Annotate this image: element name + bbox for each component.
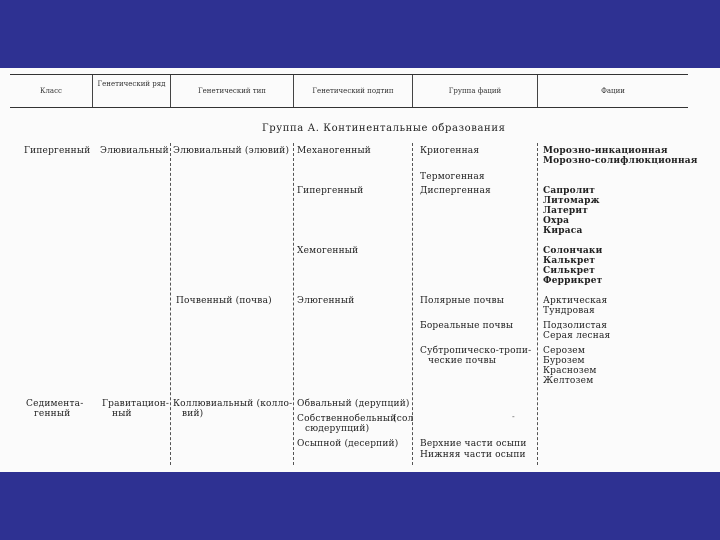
cell-facies-group: ческие почвы — [428, 356, 497, 366]
column-divider — [293, 143, 294, 465]
bottom-band — [0, 472, 720, 540]
cell-facies: Сапролит — [543, 186, 596, 196]
cell-facies-group: Нижняя части осыпи — [420, 450, 526, 460]
cell-facies-group: Термогенная — [420, 172, 485, 182]
cell-subtype: сюдерупций) — [305, 424, 370, 434]
cell-facies: Латерит — [543, 206, 589, 216]
column-divider — [170, 143, 171, 465]
cell-type: Элювиальный (элювий) — [173, 146, 290, 156]
column-header-series: Генетический ряд — [97, 80, 166, 88]
cell-facies: Морозно-инкационная — [543, 146, 668, 156]
cell-facies: Солончаки — [543, 246, 603, 256]
cell-facies: Серая лесная — [543, 331, 611, 341]
cell-class: Гипергенный — [24, 146, 91, 156]
cell-facies-group: Верхние части осыпи — [420, 439, 527, 449]
cell-facies: Охра — [543, 216, 570, 226]
cell-facies: Калькрет — [543, 256, 596, 266]
cell-type: Коллювиальный (колло- — [173, 399, 293, 409]
cell-series: Элювиальный — [100, 146, 169, 156]
cell-class: генный — [34, 409, 71, 419]
cell-facies: Феррикрет — [543, 276, 603, 286]
cell-facies-group: Бореальные почвы — [420, 321, 514, 331]
cell-facies: Тундровая — [543, 306, 595, 316]
cell-facies: Силькрет — [543, 266, 595, 276]
cell-facies: Кираса — [543, 226, 583, 236]
cell-series: Гравитацион- — [102, 399, 170, 409]
header-bottom-rule — [10, 107, 688, 108]
column-header-facies-group: Группа фаций — [448, 87, 502, 95]
dash-mark: - — [512, 412, 515, 421]
table-top-rule — [10, 74, 688, 75]
cell-facies: Подзолистая — [543, 321, 608, 331]
cell-series: ный — [112, 409, 132, 419]
group-title: Группа А. Континентальные образования — [262, 123, 506, 134]
cell-subtype: Гипергенный — [297, 186, 364, 196]
cell-facies-group: Диспергенная — [420, 186, 491, 196]
cell-facies: Бурозем — [543, 356, 585, 366]
cell-facies: Желтозем — [543, 376, 594, 386]
cell-facies: Арктическая — [543, 296, 608, 306]
cell-facies: Литомарж — [543, 196, 600, 206]
cell-subtype: Хемогенный — [297, 246, 359, 256]
cell-class: Седимента- — [26, 399, 84, 409]
cell-type: вий) — [182, 409, 204, 419]
cell-facies-group: Криогенная — [420, 146, 480, 156]
cell-facies-group: Полярные почвы — [420, 296, 505, 306]
cell-subtype: Механогенный — [297, 146, 372, 156]
cell-subtype: Собственнобельный — [297, 414, 397, 424]
top-band — [0, 0, 720, 68]
cell-subtype: Обвальный (дерупций) — [297, 399, 410, 409]
cell-facies: Краснозем — [543, 366, 597, 376]
column-header-type: Генетический тип — [198, 87, 266, 95]
cell-type: Почвенный (почва) — [176, 296, 272, 306]
cell-subtype: (сол — [393, 414, 414, 424]
column-divider — [537, 143, 538, 465]
cell-facies: Серозем — [543, 346, 586, 356]
cell-facies-group: Субтропическо-тропи- — [420, 346, 532, 356]
column-header-facies: Фации — [601, 87, 625, 95]
cell-subtype: Элюгенный — [297, 296, 355, 306]
column-header-class: Класс — [40, 87, 62, 95]
column-header-subtype: Генетический подтип — [312, 87, 394, 95]
cell-facies: Морозно-солифлюкционная — [543, 156, 698, 166]
cell-subtype: Осыпной (десерпий) — [297, 439, 399, 449]
